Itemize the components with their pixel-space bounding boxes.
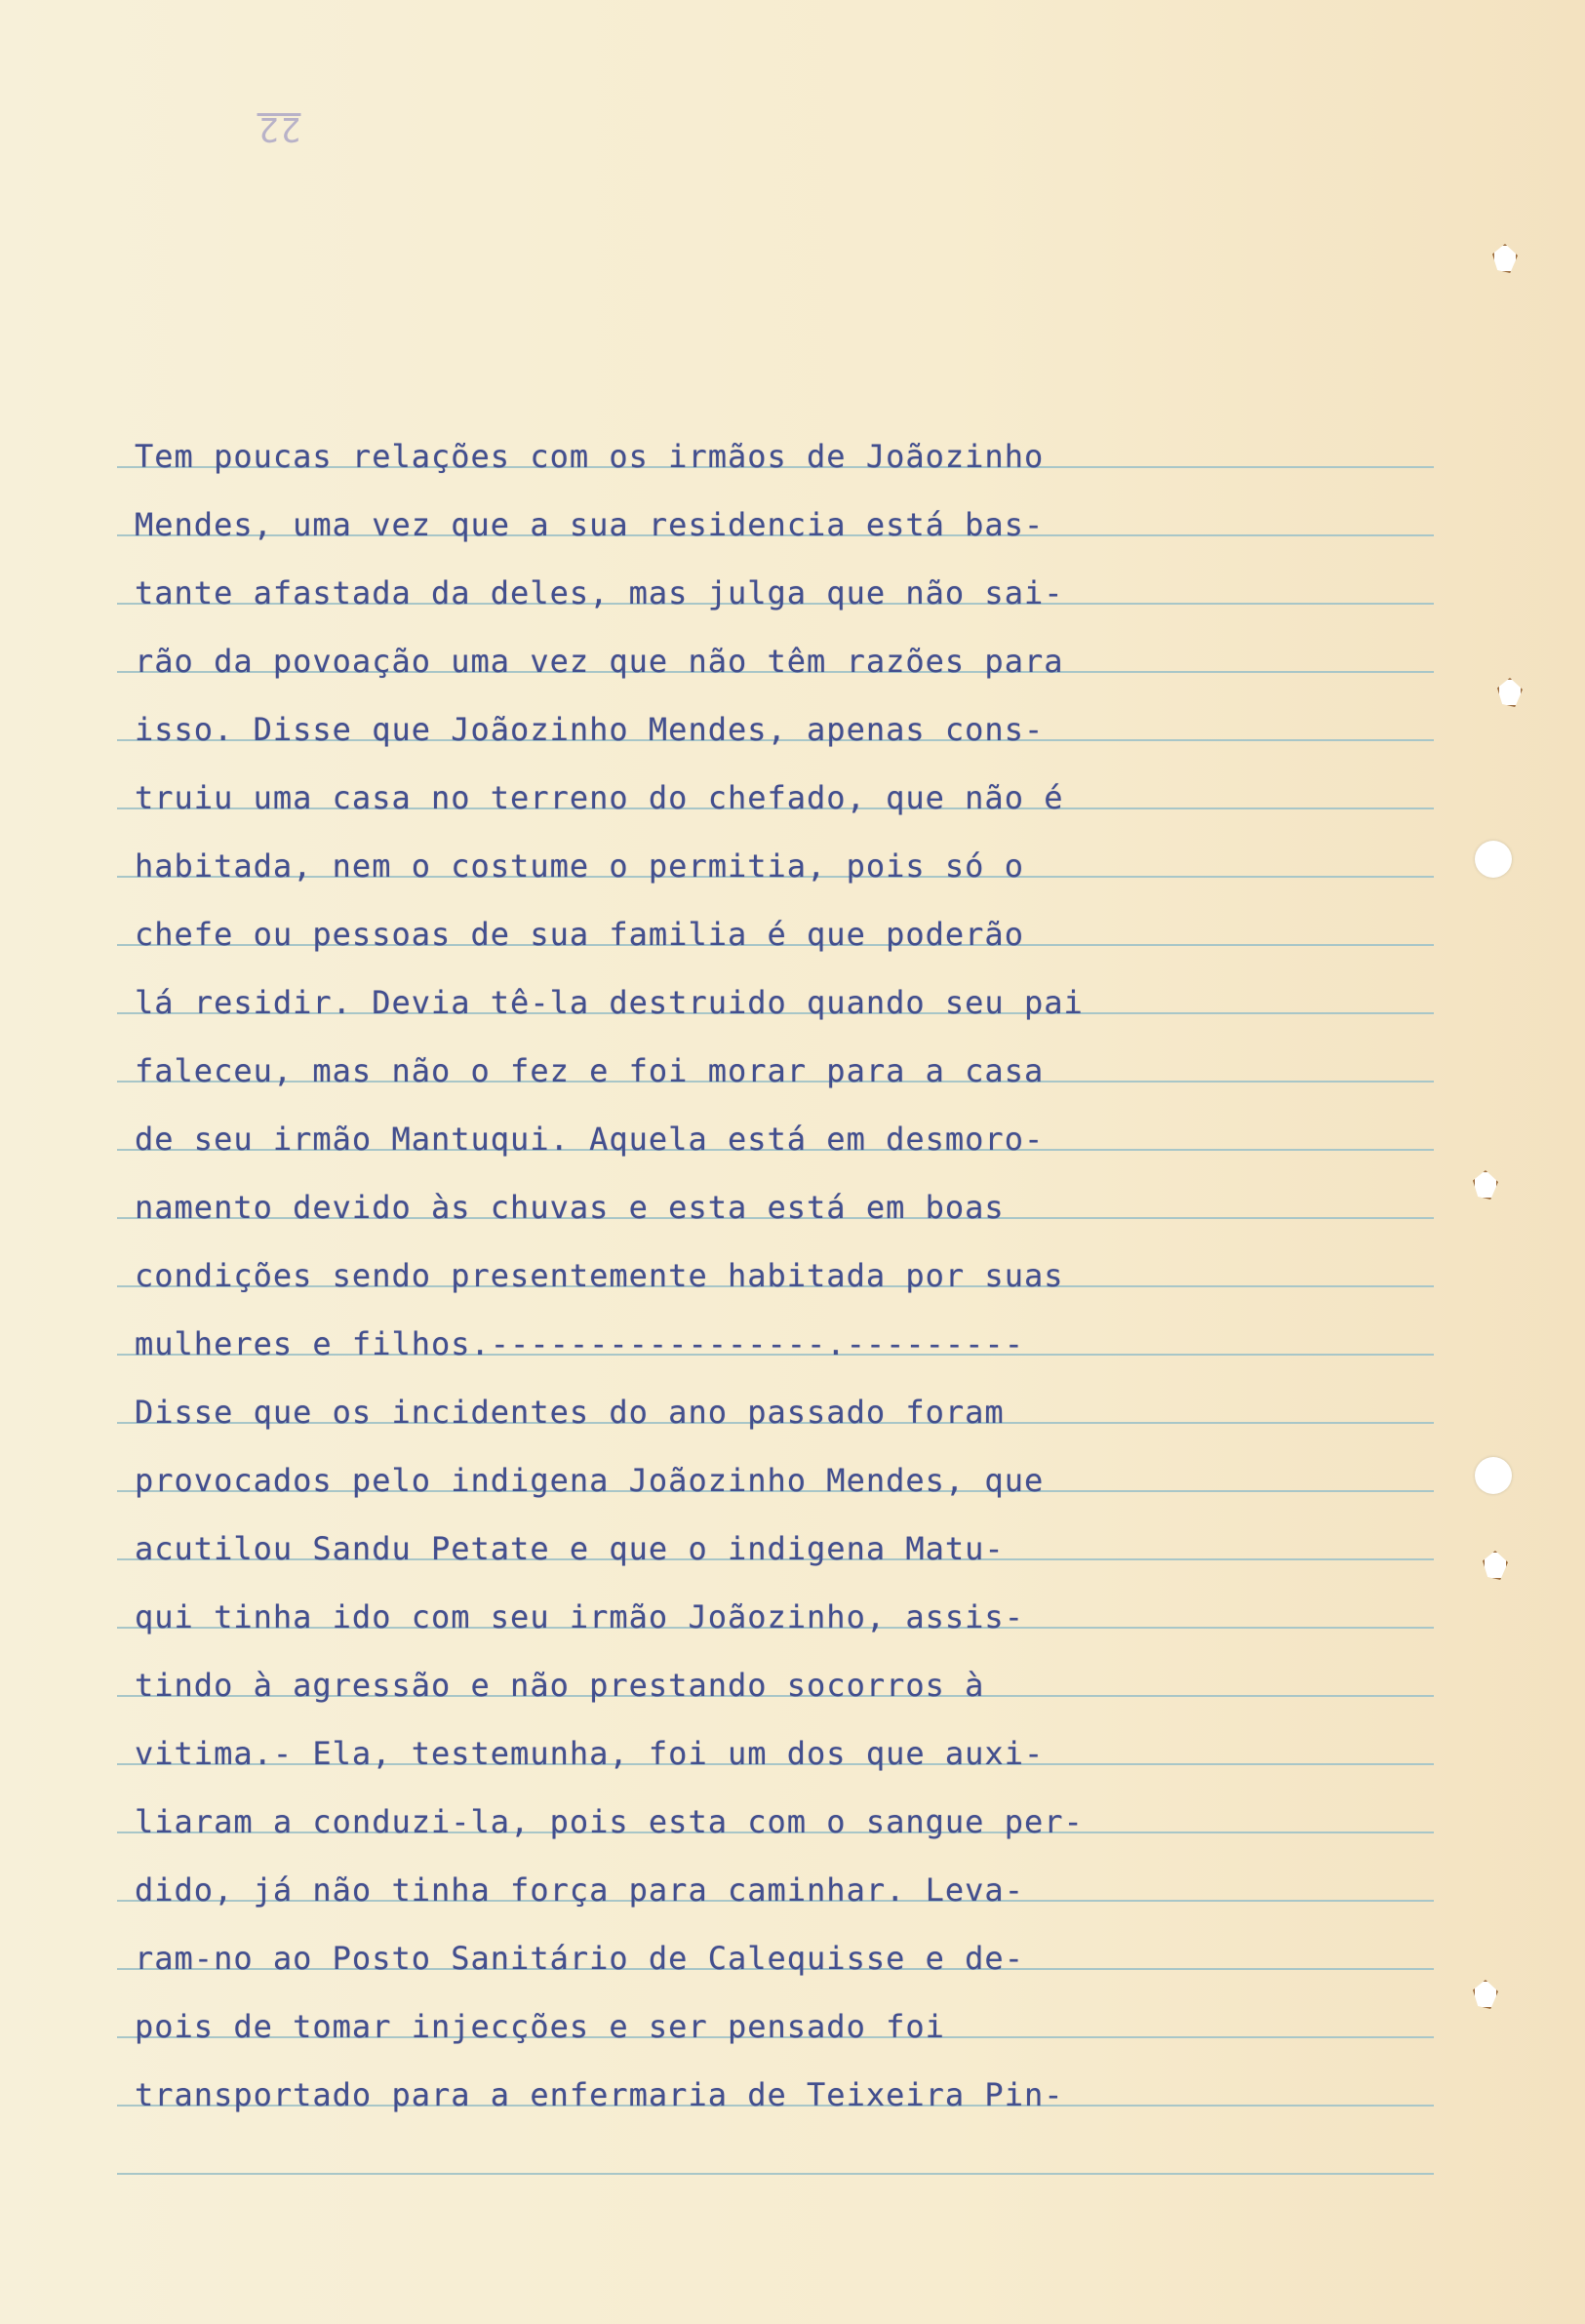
text-line: Disse que os incidentes do ano passado foram bbox=[135, 1394, 1005, 1431]
binder-hole bbox=[1475, 1457, 1512, 1494]
ruled-line bbox=[117, 2173, 1434, 2175]
paper-damage bbox=[1497, 678, 1523, 707]
paper-damage bbox=[1492, 244, 1518, 273]
text-line: dido, já não tinha força para caminhar. Leva- bbox=[135, 1871, 1024, 1909]
text-line: pois de tomar injecções e ser pensado foi bbox=[135, 2008, 945, 2045]
text-line: condições sendo presentemente habitada por suas bbox=[135, 1257, 1064, 1294]
text-line: mulheres e filhos.-----------------.--------- bbox=[135, 1325, 1024, 1362]
binder-hole bbox=[1475, 841, 1512, 878]
text-line: tindo à agressão e não prestando socorros à bbox=[135, 1667, 985, 1704]
text-line: vitima.- Ela, testemunha, foi um dos que auxi- bbox=[135, 1735, 1045, 1772]
text-line: truiu uma casa no terreno do chefado, que não é bbox=[135, 779, 1064, 816]
text-line: liaram a conduzi-la, pois esta com o sangue per- bbox=[135, 1803, 1084, 1840]
text-line: transportado para a enfermaria de Teixeira Pin- bbox=[135, 2076, 1064, 2113]
text-line: provocados pelo indigena Joãozinho Mendes, que bbox=[135, 1462, 1045, 1499]
text-line: lá residir. Devia tê-la destruido quando seu pai bbox=[135, 984, 1084, 1021]
text-line: isso. Disse que Joãozinho Mendes, apenas cons- bbox=[135, 711, 1045, 748]
text-line: tante afastada da deles, mas julga que não sai- bbox=[135, 574, 1064, 611]
text-line: habitada, nem o costume o permitia, pois só o bbox=[135, 847, 1024, 885]
text-line: Mendes, uma vez que a sua residencia está bas- bbox=[135, 506, 1045, 543]
text-line: de seu irmão Mantuqui. Aquela está em desmoro- bbox=[135, 1121, 1045, 1158]
text-line: acutilou Sandu Petate e que o indigena Matu- bbox=[135, 1530, 1005, 1567]
text-line: Tem poucas relações com os irmãos de Joãozinho bbox=[135, 438, 1045, 475]
paper-damage bbox=[1473, 1170, 1498, 1200]
text-line: chefe ou pessoas de sua familia é que poderão bbox=[135, 916, 1024, 953]
paper-damage bbox=[1473, 1980, 1498, 2009]
text-line: qui tinha ido com seu irmão Joãozinho, assis- bbox=[135, 1598, 1024, 1635]
text-line: rão da povoação uma vez que não têm razões para bbox=[135, 643, 1064, 680]
text-line: faleceu, mas não o fez e foi morar para a casa bbox=[135, 1052, 1045, 1089]
page-number: 22 bbox=[257, 109, 301, 148]
text-line: ram-no ao Posto Sanitário de Calequisse e de- bbox=[135, 1940, 1024, 1977]
text-line: namento devido às chuvas e esta está em boas bbox=[135, 1189, 1005, 1226]
paper-damage bbox=[1483, 1551, 1508, 1580]
